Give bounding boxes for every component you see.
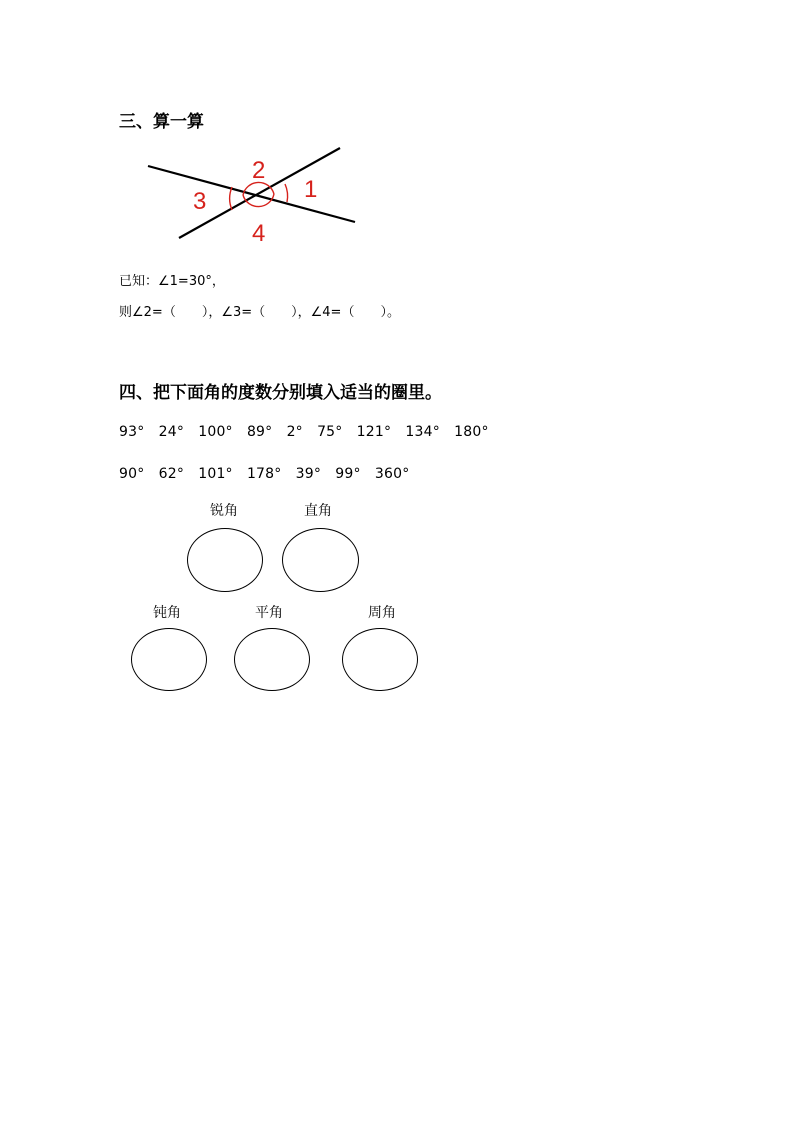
angle-3-arc <box>230 187 232 210</box>
obtuse-angle-circle[interactable] <box>131 628 207 691</box>
obtuse-angle-label: 钝角 <box>153 605 181 621</box>
section-4-title: 四、把下面角的度数分别填入适当的圈里。 <box>119 383 442 403</box>
question-blanks: 则∠2=（ ），∠3=（ ），∠4=（ ）。 <box>119 305 400 320</box>
angle-1-arc <box>285 184 288 202</box>
right-angle-circle[interactable] <box>282 528 359 592</box>
intersecting-lines-diagram <box>140 140 380 250</box>
angle-2-label: 2 <box>252 157 266 184</box>
known-condition: 已知：∠1=30°， <box>119 274 225 289</box>
degrees-row-2: 90° 62° 101° 178° 39° 99° 360° <box>119 466 410 482</box>
angle-4-label: 4 <box>252 220 266 247</box>
angle-3-label: 3 <box>193 188 207 215</box>
full-angle-label: 周角 <box>368 605 396 621</box>
straight-angle-label: 平角 <box>255 605 283 621</box>
angle-1-label: 1 <box>304 176 318 203</box>
acute-angle-circle[interactable] <box>187 528 263 592</box>
straight-angle-circle[interactable] <box>234 628 310 691</box>
degrees-row-1: 93° 24° 100° 89° 2° 75° 121° 134° 180° <box>119 424 489 440</box>
right-angle-label: 直角 <box>304 503 332 519</box>
section-3-title: 三、算一算 <box>119 112 204 132</box>
full-angle-circle[interactable] <box>342 628 418 691</box>
acute-angle-label: 锐角 <box>210 503 238 519</box>
